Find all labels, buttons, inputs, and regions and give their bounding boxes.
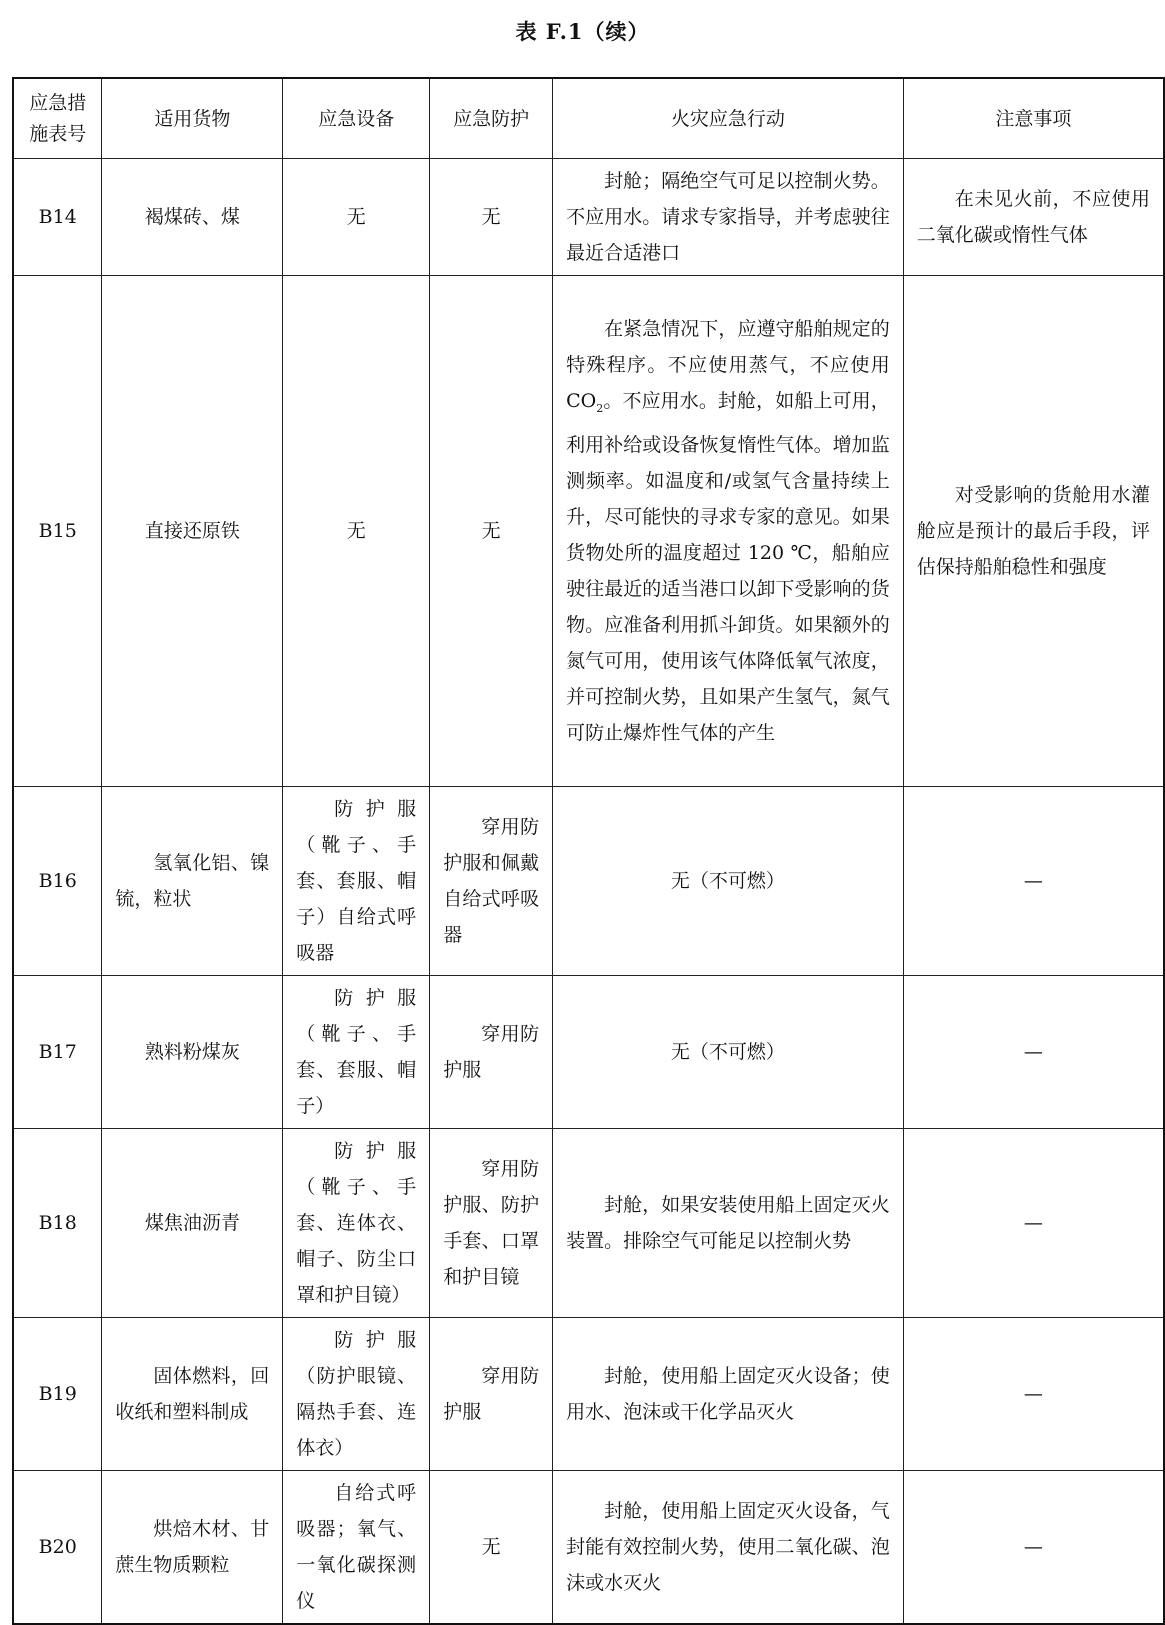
cell-equipment: 自给式呼吸器；氧气、一氧化碳探测仪 [283, 1471, 430, 1625]
cell-notes: — [903, 787, 1164, 976]
header-protection: 应急防护 [430, 78, 553, 159]
cell-protection: 无 [430, 159, 553, 276]
cell-fire-action [553, 276, 904, 787]
fire-action-text-part1: 在紧急情况下，应遵守船舶规定的特殊程序。不应使用蒸气，不应使用 CO [566, 318, 890, 413]
emergency-measures-table [12, 77, 1165, 1625]
cell-cargo: 直接还原铁 [102, 276, 283, 787]
cell-equipment: 防护服（靴子、手套、连体衣、帽子、防尘口罩和护目镜） [283, 1129, 430, 1318]
cell-measure-id: B20 [13, 1471, 102, 1625]
cell-cargo: 氢氧化铝、镍锍，粒状 [102, 787, 283, 976]
header-fire-action: 火灾应急行动 [553, 78, 904, 159]
cell-fire-action: 封舱，使用船上固定灭火设备；使用水、泡沫或干化学品灭火 [553, 1318, 904, 1471]
table-row [13, 276, 1164, 787]
cell-measure-id: B19 [13, 1318, 102, 1471]
cell-protection: 穿用防护服和佩戴自给式呼吸器 [430, 787, 553, 976]
cell-cargo: 煤焦油沥青 [102, 1129, 283, 1318]
cell-equipment: 防护服（靴子、手套、套服、帽子） [283, 976, 430, 1129]
cell-notes: — [903, 1318, 1164, 1471]
cell-fire-action: 封舱，如果安装使用船上固定灭火装置。排除空气可能足以控制火势 [553, 1129, 904, 1318]
cell-protection: 穿用防护服 [430, 1318, 553, 1471]
cell-measure-id: B18 [13, 1129, 102, 1318]
fire-action-text-part2: 。不应用水。封舱，如船上可用，利用补给或设备恢复惰性气体。增加监测频率。如温度和/或氢气含量持续上升，尽可能快的寻求专家的意见。如果货物处所的温度超过 120 ℃，船舶应驶往最近的适当港口以卸下受影响的货物。应准备利用抓斗卸货。如果额外的氮气可用，使用该气体降低氧气浓度，并可控制火势，且如果产生氢气，氮气可防止爆炸性气体的产生 [566, 390, 890, 744]
cell-cargo: 固体燃料，回收纸和塑料制成 [102, 1318, 283, 1471]
cell-measure-id: B15 [13, 276, 102, 787]
cell-measure-id: B14 [13, 159, 102, 276]
co2-subscript: 2 [596, 401, 604, 415]
cell-measure-id: B17 [13, 976, 102, 1129]
cell-fire-action: 封舱，使用船上固定灭火设备，气封能有效控制火势，使用二氧化碳、泡沫或水灭火 [553, 1471, 904, 1625]
cell-notes: — [903, 1129, 1164, 1318]
table-row [13, 159, 1164, 276]
cell-equipment: 防护服（防护眼镜、隔热手套、连体衣） [283, 1318, 430, 1471]
cell-protection: 无 [430, 1471, 553, 1625]
header-equipment: 应急设备 [283, 78, 430, 159]
cell-cargo: 烘焙木材、甘蔗生物质颗粒 [102, 1471, 283, 1625]
cell-protection: 穿用防护服、防护手套、口罩和护目镜 [430, 1129, 553, 1318]
table-row [13, 1129, 1164, 1318]
cell-equipment: 防护服（靴子、手套、套服、帽子）自给式呼吸器 [283, 787, 430, 976]
cell-notes: 对受影响的货舱用水灌舱应是预计的最后手段，评估保持船舶稳性和强度 [903, 276, 1164, 787]
header-measure-id: 应急措施表号 [13, 78, 102, 159]
header-notes: 注意事项 [903, 78, 1164, 159]
cell-fire-action: 无（不可燃） [553, 787, 904, 976]
cell-protection: 穿用防护服 [430, 976, 553, 1129]
cell-cargo: 褐煤砖、煤 [102, 159, 283, 276]
cell-notes: — [903, 976, 1164, 1129]
cell-fire-action: 封舱；隔绝空气可足以控制火势。不应用水。请求专家指导，并考虑驶往最近合适港口 [553, 159, 904, 276]
table-row [13, 976, 1164, 1129]
cell-equipment: 无 [283, 159, 430, 276]
cell-fire-action: 无（不可燃） [553, 976, 904, 1129]
cell-notes: 在未见火前，不应使用二氧化碳或惰性气体 [903, 159, 1164, 276]
table-row [13, 1318, 1164, 1471]
cell-equipment: 无 [283, 276, 430, 787]
cell-notes: — [903, 1471, 1164, 1625]
table-row [13, 787, 1164, 976]
table-title: 表 F.1（续） [515, 19, 650, 44]
cell-protection: 无 [430, 276, 553, 787]
cell-cargo: 熟料粉煤灰 [102, 976, 283, 1129]
table-row [13, 1471, 1164, 1625]
header-cargo: 适用货物 [102, 78, 283, 159]
table-header-row [13, 78, 1164, 159]
cell-measure-id: B16 [13, 787, 102, 976]
